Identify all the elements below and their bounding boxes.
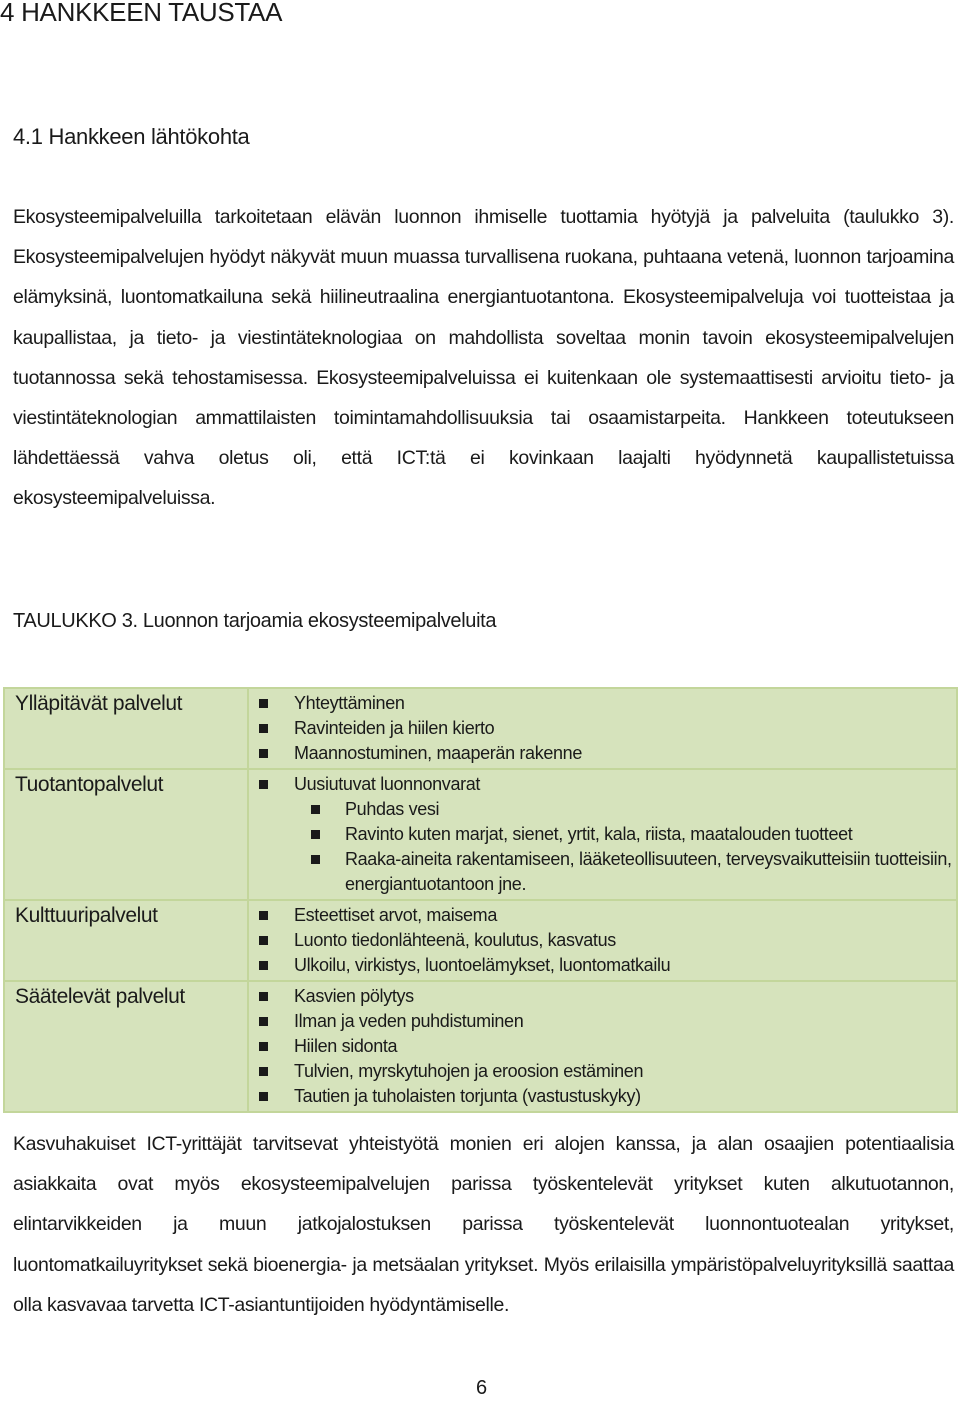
square-bullet-icon — [259, 1092, 268, 1101]
sub-list-item: Puhdas vesi — [249, 797, 956, 822]
table-row — [4, 900, 957, 981]
list-item: Ilman ja veden puhdistuminen — [249, 1009, 956, 1034]
category-label: Säätelevät palvelut — [4, 981, 248, 1112]
list-item: Esteettiset arvot, maisema — [249, 903, 956, 928]
square-bullet-icon — [311, 805, 320, 814]
square-bullet-icon — [259, 1067, 268, 1076]
list-item: Hiilen sidonta — [249, 1034, 956, 1059]
square-bullet-icon — [259, 992, 268, 1001]
sub-list-item: Raaka-aineita rakentamiseen, lääketeollisuuteen, terveysvaikutteisiin tuotteisiin, energiantuotantoon jne. — [249, 847, 956, 897]
table-row — [4, 981, 957, 1112]
square-bullet-icon — [259, 1017, 268, 1026]
square-bullet-icon — [259, 699, 268, 708]
square-bullet-icon — [259, 749, 268, 758]
category-items — [248, 688, 957, 769]
closing-paragraph: Kasvuhakuiset ICT-yrittäjät tarvitsevat yhteistyötä monien eri alojen kanssa, ja alan osaajien potentiaalisia asiakkaita ovat myös ekosysteemipalvelujen parissa työskentelevät yritykset kuten alkutuotannon, elintarvikkeiden ja muun jatkojalostuksen parissa työskentelevät luonnontuotealan yritykset, luontomatkailuyritykset sekä bioenergia- ja metsäalan yritykset. Myös erilaisilla ympäristöpalveluyrityksillä saattaa olla kasvavaa tarvetta ICT-asiantuntijoiden hyödyntämiselle. — [13, 1133, 954, 1316]
category-label: Ylläpitävät palvelut — [4, 688, 248, 769]
list-item: Luonto tiedonlähteenä, koulutus, kasvatus — [249, 928, 956, 953]
table-row — [4, 688, 957, 769]
table-row — [4, 769, 957, 900]
square-bullet-icon — [311, 830, 320, 839]
table-caption: TAULUKKO 3. Luonnon tarjoamia ekosysteemipalveluita — [13, 610, 497, 632]
square-bullet-icon — [259, 936, 268, 945]
square-bullet-icon — [259, 780, 268, 789]
section-heading: 4.1 Hankkeen lähtökohta — [13, 124, 250, 149]
square-bullet-icon — [259, 911, 268, 920]
square-bullet-icon — [259, 961, 268, 970]
category-items — [248, 900, 957, 981]
list-item: Maannostuminen, maaperän rakenne — [249, 741, 956, 766]
list-item: Kasvien pölytys — [249, 984, 956, 1009]
square-bullet-icon — [259, 1042, 268, 1051]
list-item: Uusiutuvat luonnonvarat — [249, 772, 956, 797]
chapter-heading: 4 HANKKEEN TAUSTAA — [0, 0, 283, 27]
ecosystem-services-table — [3, 687, 958, 1113]
category-label: Kulttuuripalvelut — [4, 900, 248, 981]
sub-list-item: Ravinto kuten marjat, sienet, yrtit, kala, riista, maatalouden tuotteet — [249, 822, 956, 847]
category-label: Tuotantopalvelut — [4, 769, 248, 900]
list-item: Tautien ja tuholaisten torjunta (vastustuskyky) — [249, 1084, 956, 1109]
category-items — [248, 981, 957, 1112]
category-items — [248, 769, 957, 900]
list-item: Yhteyttäminen — [249, 691, 956, 716]
page-number: 6 — [476, 1377, 488, 1399]
list-item: Tulvien, myrskytuhojen ja eroosion estäminen — [249, 1059, 956, 1084]
list-item: Ravinteiden ja hiilen kierto — [249, 716, 956, 741]
square-bullet-icon — [259, 724, 268, 733]
square-bullet-icon — [311, 855, 320, 864]
list-item: Ulkoilu, virkistys, luontoelämykset, luontomatkailu — [249, 953, 956, 978]
intro-paragraph: Ekosysteemipalveluilla tarkoitetaan elävän luonnon ihmiselle tuottamia hyötyjä ja palveluita (taulukko 3). Ekosysteemipalvelujen hyödyt näkyvät muun muassa turvallisena ruokana, puhtaana vetenä, luonnon tarjoamina elämyksinä, luontomatkailuna sekä hiilineutraalina energiantuotantona. Ekosysteemipalveluja voi tuotteistaa ja kaupallistaa, ja tieto- ja viestintäteknologiaa on mahdollista soveltaa monin tavoin ekosysteemipalvelujen tuotannossa sekä tehostamisessa. Ekosysteemipalveluissa ei kuitenkaan ole systemaattisesti arvioitu tieto- ja viestintäteknologian ammattilaisten toimintamahdollisuuksia tai osaamistarpeita. Hankkeen toteutukseen lähdettäessä vahva oletus oli, että ICT:tä ei kovinkaan laajalti hyödynnetä kaupallistetuissa ekosysteemipalveluissa. — [13, 206, 954, 510]
